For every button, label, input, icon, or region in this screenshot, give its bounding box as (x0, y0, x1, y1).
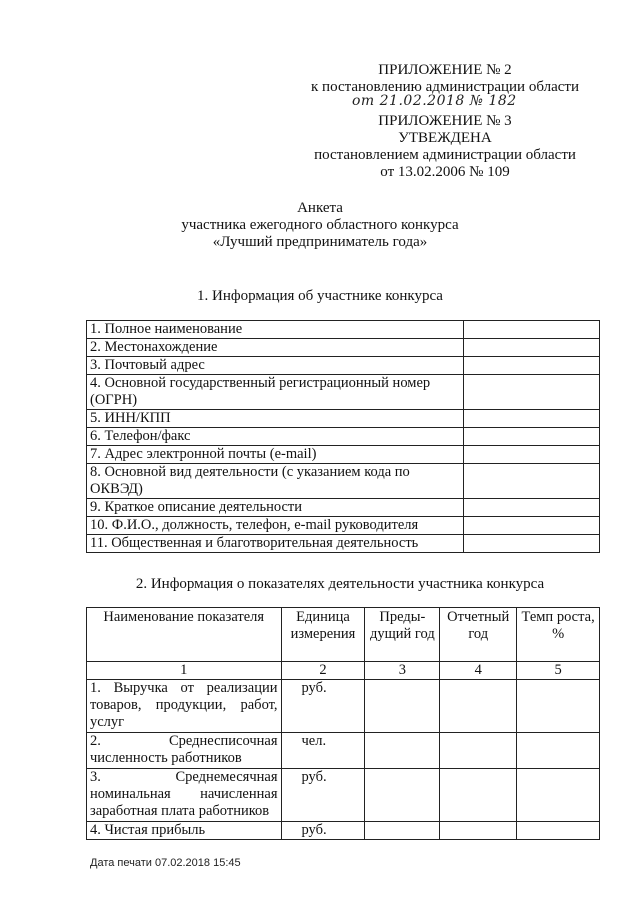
form-title (0, 200, 640, 251)
participant-field-label: 8. Основной вид деятельности (с указанием кода по ОКВЭД) (87, 464, 464, 499)
print-date: Дата печати 07.02.2018 15:45 (90, 857, 241, 869)
participant-field-value[interactable] (464, 375, 600, 410)
column-number: 4 (440, 662, 517, 680)
column-number: 5 (517, 662, 600, 680)
table-row (87, 446, 600, 464)
participant-field-label: 3. Почтовый адрес (87, 357, 464, 375)
indicator-unit: руб. (281, 822, 365, 840)
previous-year-value[interactable] (365, 822, 440, 840)
previous-year-value[interactable] (365, 680, 440, 733)
growth-value[interactable] (517, 769, 600, 822)
indicator-unit: руб. (281, 769, 365, 822)
form-title-line2: участника ежегодного областного конкурса (181, 217, 459, 233)
report-year-value[interactable] (440, 769, 517, 822)
column-header-unit: Единица измерения (281, 608, 365, 662)
table-row (87, 822, 600, 840)
indicator-name: 1. Выручка от реализации товаров, продукции, работ, услуг (87, 680, 282, 733)
participant-field-value[interactable] (464, 339, 600, 357)
approved-date: от 13.02.2006 № 109 (380, 164, 510, 180)
form-title-line3: «Лучший предприниматель года» (212, 234, 428, 250)
column-number: 2 (281, 662, 365, 680)
indicator-unit: чел. (281, 733, 365, 769)
appendix-header (300, 62, 590, 96)
participant-field-value[interactable] (464, 357, 600, 375)
section1-heading: 1. Информация об участнике конкурса (197, 288, 443, 304)
previous-year-value[interactable] (365, 733, 440, 769)
approved-by: постановлением администрации области (314, 147, 576, 163)
table-row (87, 410, 600, 428)
table-row (87, 733, 600, 769)
indicator-name: 4. Чистая прибыль (87, 822, 282, 840)
approved-label: УТВЕЖДЕНА (398, 130, 492, 146)
table-row (87, 375, 600, 410)
participant-field-value[interactable] (464, 321, 600, 339)
report-year-value[interactable] (440, 733, 517, 769)
appendix3-title: ПРИЛОЖЕНИЕ № 3 (378, 113, 512, 129)
performance-table (86, 607, 600, 840)
indicator-name: 2. Среднесписочная численность работников (87, 733, 282, 769)
participant-field-value[interactable] (464, 464, 600, 499)
table-row (87, 769, 600, 822)
growth-value[interactable] (517, 822, 600, 840)
column-header-name: Наименование показателя (87, 608, 282, 662)
column-header-report-year: Отчетный год (440, 608, 517, 662)
participant-field-label: 2. Местонахождение (87, 339, 464, 357)
table-row (87, 464, 600, 499)
participant-field-label: 11. Общественная и благотворительная деятельность (87, 535, 464, 553)
participant-field-label: 7. Адрес электронной почты (e-mail) (87, 446, 464, 464)
handwritten-resolution: от 21.02.2018 № 182 (352, 93, 517, 109)
participant-field-value[interactable] (464, 517, 600, 535)
table-row (87, 535, 600, 553)
participant-field-value[interactable] (464, 535, 600, 553)
form-title-line1: Анкета (297, 200, 343, 216)
table-row (87, 357, 600, 375)
participant-field-label: 5. ИНН/КПП (87, 410, 464, 428)
appendix2-title: ПРИЛОЖЕНИЕ № 2 (378, 62, 512, 78)
participant-field-label: 1. Полное наименование (87, 321, 464, 339)
table-row (87, 428, 600, 446)
table-row (87, 321, 600, 339)
table-row (87, 517, 600, 535)
previous-year-value[interactable] (365, 769, 440, 822)
table-row (87, 499, 600, 517)
report-year-value[interactable] (440, 822, 517, 840)
participant-field-value[interactable] (464, 410, 600, 428)
participant-field-value[interactable] (464, 446, 600, 464)
growth-value[interactable] (517, 680, 600, 733)
participant-field-value[interactable] (464, 428, 600, 446)
table-header-row (87, 608, 600, 662)
indicator-unit: руб. (281, 680, 365, 733)
participant-info-table (86, 320, 600, 553)
section2-heading: 2. Информация о показателях деятельности участника конкурса (135, 576, 545, 592)
participant-field-label: 6. Телефон/факс (87, 428, 464, 446)
report-year-value[interactable] (440, 680, 517, 733)
table-row (87, 680, 600, 733)
column-number: 3 (365, 662, 440, 680)
approval-header (300, 113, 590, 181)
growth-value[interactable] (517, 733, 600, 769)
appendix2-ref: к постановлению администрации области (311, 79, 579, 95)
column-number: 1 (87, 662, 282, 680)
table-row (87, 339, 600, 357)
column-header-previous-year: Преды-дущий год (365, 608, 440, 662)
column-number-row (87, 662, 600, 680)
column-header-growth: Темп роста, % (517, 608, 600, 662)
participant-field-value[interactable] (464, 499, 600, 517)
participant-field-label: 9. Краткое описание деятельности (87, 499, 464, 517)
participant-field-label: 4. Основной государственный регистрационный номер (ОГРН) (87, 375, 464, 410)
participant-field-label: 10. Ф.И.О., должность, телефон, e-mail руководителя (87, 517, 464, 535)
indicator-name: 3. Среднемесячная номинальная начисленная заработная плата работников (87, 769, 282, 822)
